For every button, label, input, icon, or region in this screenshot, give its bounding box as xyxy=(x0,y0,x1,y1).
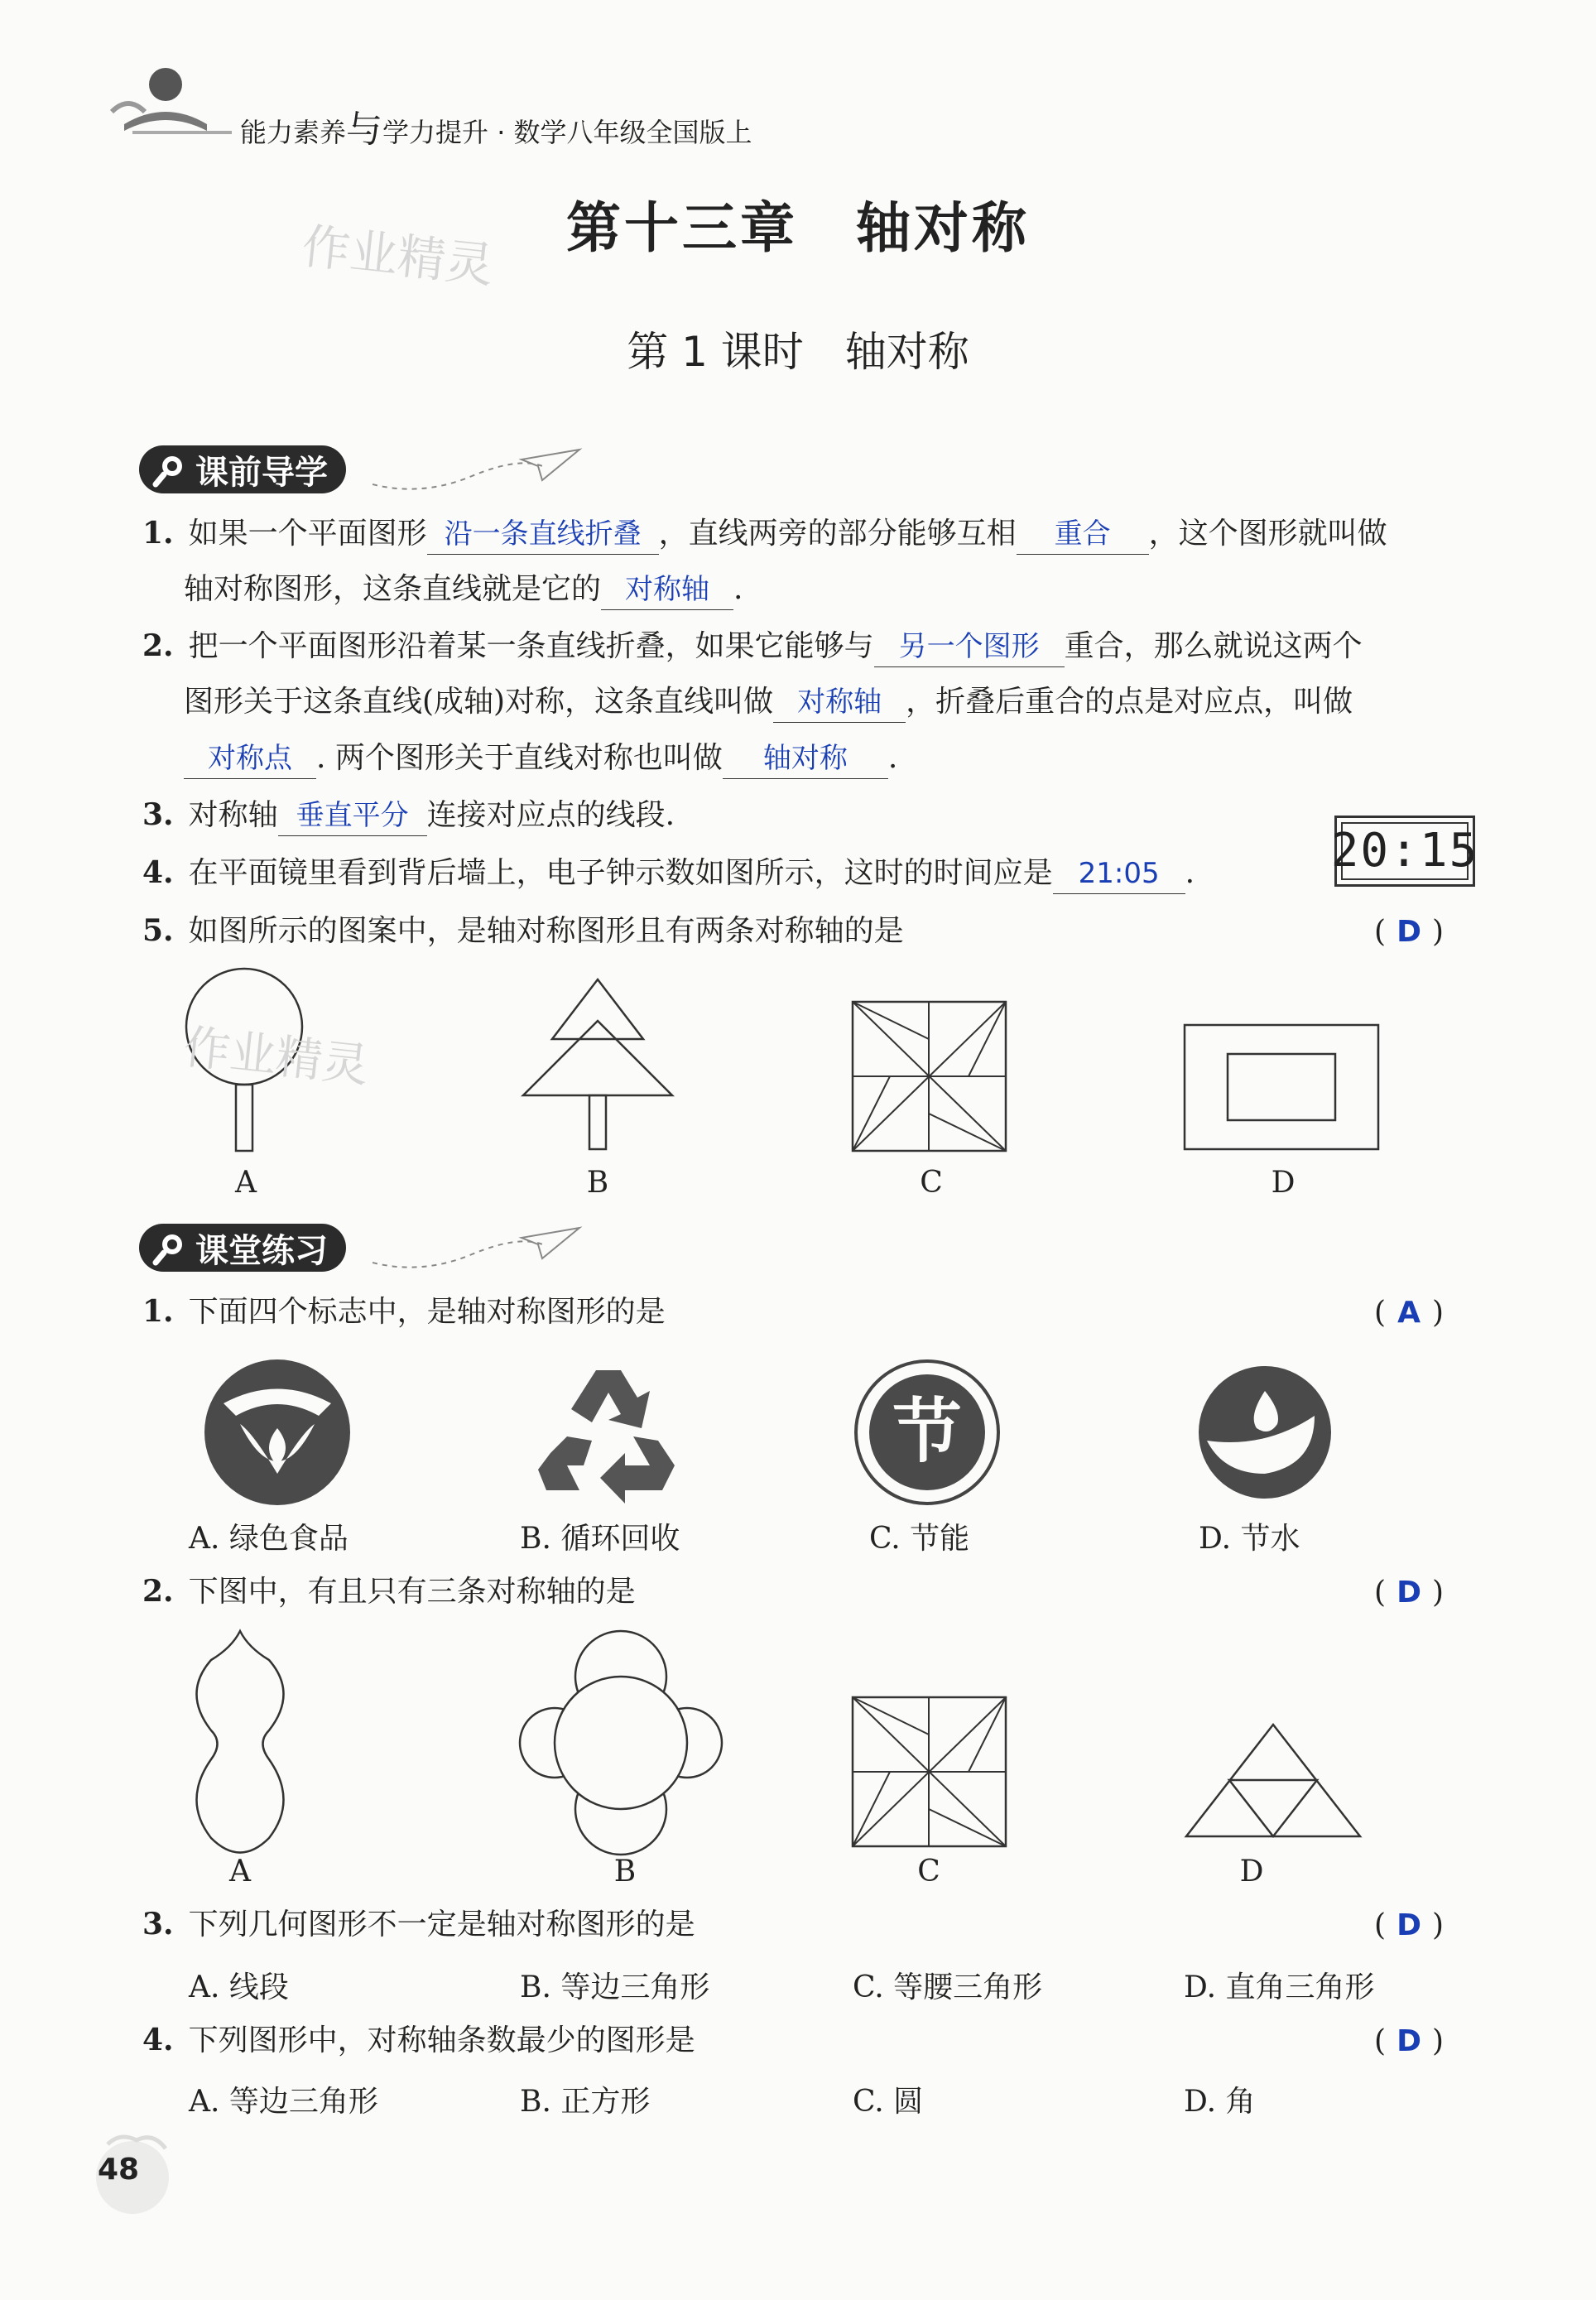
figure-label: B xyxy=(613,1855,637,1889)
answer-blank: 轴对称 xyxy=(723,739,888,779)
logo-c-char: 节 xyxy=(892,1391,963,1472)
lesson-title: 第 1 课时 轴对称 xyxy=(627,328,969,376)
book-reader-logo-icon xyxy=(108,66,240,141)
answer-blank: 对称轴 xyxy=(601,570,733,610)
magnifier-icon xyxy=(151,1229,187,1266)
answer-blank: 21:05 xyxy=(1053,854,1185,894)
option: D. 直角三角形 xyxy=(1184,1970,1375,2004)
chapter-title: 第十三章 轴对称 xyxy=(566,195,1030,260)
page-number: 48 xyxy=(98,2153,140,2187)
s2-q4: 4. 下列图形中，对称轴条数最少的图形是 xyxy=(142,2023,695,2057)
answer-blank: 对称轴 xyxy=(773,682,906,723)
answer-blank: 另一个图形 xyxy=(874,627,1065,667)
paper-plane-icon xyxy=(373,1221,588,1279)
running-header xyxy=(108,66,935,149)
water-saving-logo-icon xyxy=(1190,1358,1339,1507)
header-title: 能力素养与学力提升 · 数学八年级全国版上 xyxy=(240,108,752,151)
s1-q2-line2: 图形关于这条直线(成轴)对称，这条直线叫做 对称轴 ，折叠后重合的点是对应点，叫做 xyxy=(184,674,1353,730)
section-title: 课堂练习 xyxy=(195,1231,328,1270)
option: C. 圆 xyxy=(853,2085,924,2119)
option: A. 等边三角形 xyxy=(189,2085,378,2119)
figure-label: C xyxy=(917,1855,940,1889)
figure-c-pinwheel xyxy=(848,1693,1014,1850)
answer-paren: ( D ) xyxy=(1374,1576,1445,1610)
answer-blank: 重合 xyxy=(1017,514,1149,555)
figure-label: C xyxy=(920,1166,943,1200)
answer-blank: 沿一条直线折叠 xyxy=(427,514,659,555)
answer-choice: D xyxy=(1396,1908,1421,1942)
s2-q3: 3. 下列几何图形不一定是轴对称图形的是 xyxy=(142,1907,695,1942)
option: C. 等腰三角形 xyxy=(853,1970,1043,2004)
logo-caption: B. 循环回收 xyxy=(520,1522,680,1556)
s1-q2-line3: 对称点 . 两个图形关于直线对称也叫做 轴对称 . xyxy=(184,730,897,787)
figure-label: A xyxy=(229,1855,251,1889)
answer-choice: D xyxy=(1396,1576,1421,1610)
answer-paren: ( D ) xyxy=(1374,1908,1445,1942)
figure-b-flower xyxy=(513,1623,728,1863)
figure-label: D xyxy=(1271,1166,1296,1200)
s1-q3: 3. 对称轴 垂直平分 连接对应点的线段. xyxy=(142,787,675,844)
s1-q2-line1: 2. 把一个平面图形沿着某一条直线折叠，如果它能够与 另一个图形 重合，那么就说这两个 xyxy=(142,618,1363,675)
clock-readout: 20:15 xyxy=(1341,822,1469,880)
s1-q4: 4. 在平面镜里看到背后墙上，电子钟示数如图所示，这时的时间应是 21:05 . xyxy=(142,844,1195,902)
figure-c-pinwheel xyxy=(848,998,1014,1155)
figure-label: D xyxy=(1239,1855,1264,1889)
figure-d-rectangle xyxy=(1182,1022,1381,1155)
option: D. 角 xyxy=(1184,2085,1256,2119)
magnifier-icon xyxy=(151,451,187,488)
answer-paren: ( D ) xyxy=(1374,2024,1445,2058)
paper-plane-icon xyxy=(373,443,588,501)
section-pill-classwork xyxy=(139,1224,346,1272)
figure-label: B xyxy=(586,1166,609,1200)
figure-d-triangle xyxy=(1182,1720,1364,1845)
green-food-logo-icon xyxy=(203,1358,352,1507)
answer-paren: ( A ) xyxy=(1374,1296,1445,1330)
s1-q5: 5. 如图所示的图案中，是轴对称图形且有两条对称轴的是 xyxy=(142,913,904,948)
option: B. 等边三角形 xyxy=(520,1970,710,2004)
s2-q1: 1. 下面四个标志中，是轴对称图形的是 xyxy=(142,1294,666,1329)
recycle-logo-icon xyxy=(534,1358,683,1507)
energy-saving-logo-icon xyxy=(853,1358,1002,1507)
answer-paren: ( D ) xyxy=(1374,915,1445,949)
answer-choice: D xyxy=(1396,2024,1421,2058)
figure-a-gourd xyxy=(174,1627,306,1867)
section-pill-preview xyxy=(139,445,346,493)
figure-label: A xyxy=(235,1166,257,1200)
answer-blank: 对称点 xyxy=(184,739,316,779)
answer-blank: 垂直平分 xyxy=(278,796,427,836)
logo-caption: A. 绿色食品 xyxy=(189,1522,349,1556)
answer-choice: D xyxy=(1396,915,1421,949)
logo-caption: C. 节能 xyxy=(869,1522,970,1556)
s2-q2: 2. 下图中，有且只有三条对称轴的是 xyxy=(142,1574,636,1609)
section-title: 课前导学 xyxy=(195,453,328,492)
answer-choice: A xyxy=(1397,1296,1421,1330)
option: A. 线段 xyxy=(189,1970,289,2004)
s1-q1-line1: 1. 如果一个平面图形 沿一条直线折叠 ，直线两旁的部分能够互相 重合 ，这个图形就叫做 xyxy=(142,505,1387,562)
option: B. 正方形 xyxy=(520,2085,651,2119)
watermark: 作业精灵 xyxy=(299,218,497,294)
figure-b-tree xyxy=(515,973,680,1155)
watermark: 作业精灵 xyxy=(180,1020,372,1094)
s1-q1-line2: 轴对称图形，这条直线就是它的 对称轴 . xyxy=(184,561,743,618)
digital-clock xyxy=(1330,816,1479,887)
logo-caption: D. 节水 xyxy=(1199,1522,1300,1556)
